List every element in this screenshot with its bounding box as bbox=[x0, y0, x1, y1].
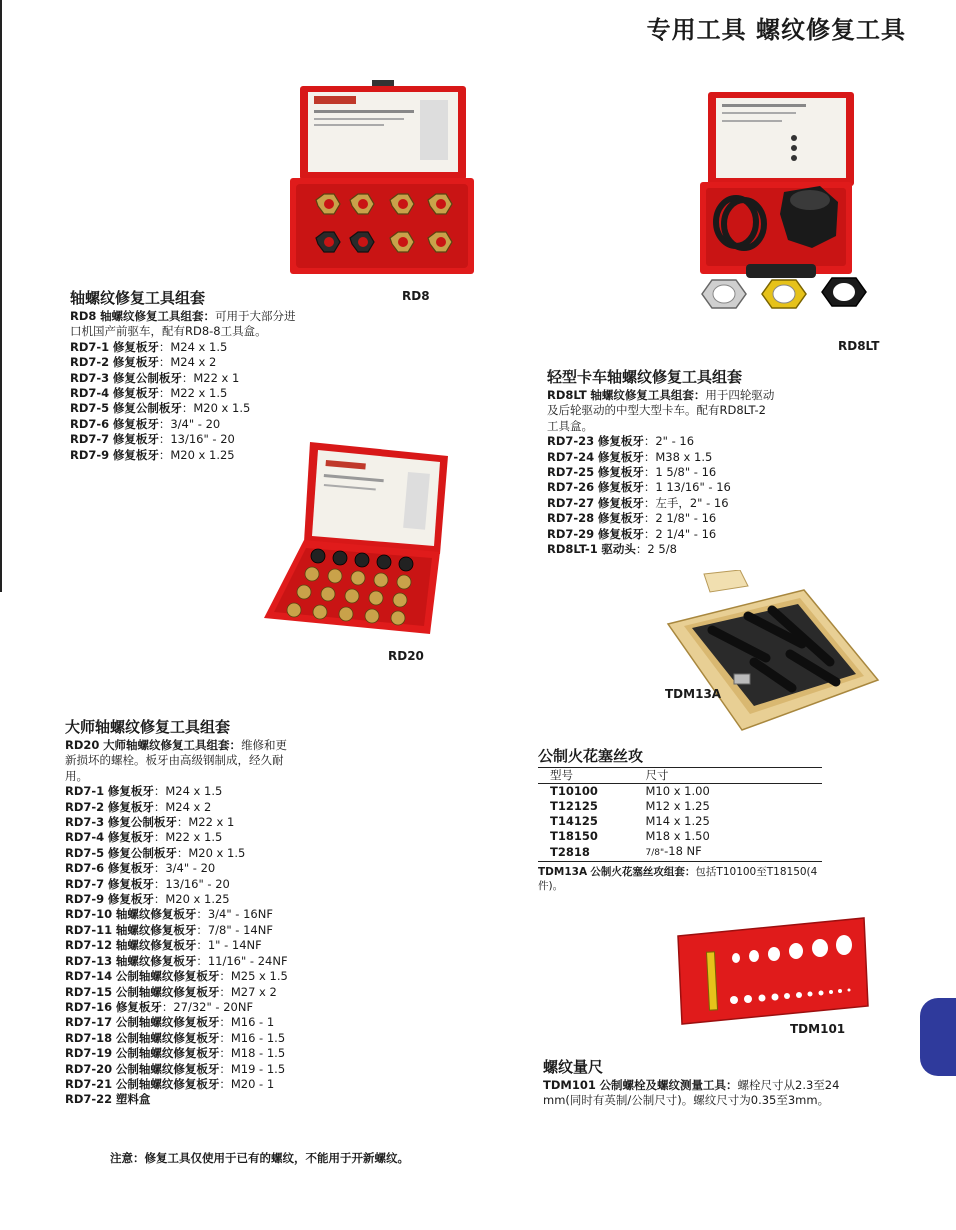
page-title: 专用工具 螺纹修复工具 bbox=[646, 16, 906, 44]
list-item: RD7-21 公制轴螺纹修复板牙：M20 - 1 bbox=[65, 1076, 275, 1091]
list-item: RD7-28 修复板牙：2 1/8" - 16 bbox=[547, 511, 717, 526]
list-item: RD7-16 修复板牙：27/32" - 20NF bbox=[65, 999, 254, 1014]
tdm101-intro-desc-1: 螺栓尺寸从2.3至24 bbox=[737, 1078, 840, 1092]
list-item: RD7-1 修复板牙：M24 x 1.5 bbox=[70, 339, 228, 354]
list-item: RD8LT-1 驱动头：2 5/8 bbox=[547, 542, 677, 557]
rd8-intro-name: 轴螺纹修复工具组套： bbox=[100, 309, 216, 323]
table-row: T2818 7/8"-18 NF bbox=[538, 844, 822, 862]
list-item: RD7-12 轴螺纹修复板牙：1" - 14NF bbox=[65, 938, 262, 953]
tdm101-image-label: TDM101 bbox=[790, 1022, 846, 1036]
table-header-size: 尺寸 bbox=[645, 768, 669, 782]
list-item: RD7-14 公制轴螺纹修复板牙：M25 x 1.5 bbox=[65, 969, 288, 984]
tdm101-intro-code: TDM101 bbox=[543, 1078, 596, 1092]
list-item: RD7-29 修复板牙：2 1/4" - 16 bbox=[547, 526, 717, 541]
list-item: RD7-7 修复板牙：13/16" - 20 bbox=[65, 876, 230, 891]
list-item: RD7-4 修复板牙：M22 x 1.5 bbox=[65, 830, 223, 845]
rd8lt-heading: 轻型卡车轴螺纹修复工具组套 bbox=[547, 368, 743, 386]
rd20-item-list bbox=[65, 784, 365, 1108]
rd8-intro-desc-2: 口机国产前驱车，配有RD8-8工具盒。 bbox=[70, 324, 267, 339]
rd8lt-intro-desc-3: 工具盒。 bbox=[547, 418, 593, 433]
tdm13a-box-image bbox=[664, 570, 880, 736]
list-item: RD7-4 修复板牙：M22 x 1.5 bbox=[70, 386, 228, 401]
rd20-intro-desc-3: 用。 bbox=[65, 768, 88, 783]
tdm13a-note-desc-1: 包括T10100至T18150(4 bbox=[695, 866, 818, 878]
list-item: RD7-15 公制轴螺纹修复板牙：M27 x 2 bbox=[65, 984, 277, 999]
tdm101-intro-name: 公制螺栓及螺纹测量工具： bbox=[599, 1078, 738, 1092]
list-item: RD7-3 修复公制板牙：M22 x 1 bbox=[70, 370, 240, 385]
list-item: RD7-26 修复板牙：1 13/16" - 16 bbox=[547, 480, 731, 495]
table-row: T10100 M10 x 1.00 bbox=[550, 784, 710, 798]
tdm101-gauge-image bbox=[674, 914, 870, 1026]
list-item: RD7-9 修复板牙：M20 x 1.25 bbox=[70, 447, 235, 462]
table-row: T18150 M18 x 1.50 bbox=[550, 829, 710, 843]
rd8-intro bbox=[70, 309, 360, 340]
rd8-heading: 轴螺纹修复工具组套 bbox=[70, 289, 206, 307]
list-item: RD7-9 修复板牙：M20 x 1.25 bbox=[65, 892, 230, 907]
rd20-intro-code: RD20 bbox=[65, 738, 100, 752]
rd20-intro-desc-2: 新损坏的螺栓。板牙由高级钢制成，经久耐 bbox=[65, 753, 284, 768]
rd20-intro-desc-1: 维修和更 bbox=[241, 738, 288, 752]
list-item: RD7-13 轴螺纹修复板牙：11/16" - 24NF bbox=[65, 953, 288, 968]
table-header-model: 型号 bbox=[550, 768, 573, 782]
rd20-case-image bbox=[262, 438, 450, 638]
list-item: RD7-7 修复板牙：13/16" - 20 bbox=[70, 432, 235, 447]
left-margin-rule bbox=[0, 0, 2, 592]
tdm101-intro bbox=[543, 1078, 873, 1109]
list-item: RD7-27 修复板牙：左手，2" - 16 bbox=[547, 495, 729, 510]
list-item: RD7-22 塑料盒 bbox=[65, 1092, 151, 1107]
rd8lt-intro-desc-2: 及后轮驱动的中型大型卡车。配有RD8LT-2 bbox=[547, 403, 766, 418]
section-page-tab bbox=[920, 998, 956, 1076]
list-item: RD7-10 轴螺纹修复板牙：3/4" - 16NF bbox=[65, 907, 273, 922]
list-item: RD7-20 公制轴螺纹修复板牙：M19 - 1.5 bbox=[65, 1061, 286, 1076]
rd8lt-section bbox=[547, 368, 847, 557]
list-item: RD7-17 公制轴螺纹修复板牙：M16 - 1 bbox=[65, 1015, 275, 1030]
list-item: RD7-6 修复板牙：3/4" - 20 bbox=[65, 861, 216, 876]
rd8-section bbox=[70, 289, 360, 463]
rd8lt-intro-code: RD8LT bbox=[547, 388, 587, 402]
list-item: RD7-3 修复公制板牙：M22 x 1 bbox=[65, 815, 235, 830]
tdm101-heading: 螺纹量尺 bbox=[543, 1058, 604, 1076]
tdm13a-note bbox=[538, 865, 828, 893]
tdm101-section bbox=[543, 1058, 873, 1109]
list-item: RD7-5 修复公制板牙：M20 x 1.5 bbox=[70, 401, 251, 416]
rd8lt-intro bbox=[547, 388, 847, 434]
list-item: RD7-2 修复板牙：M24 x 2 bbox=[65, 799, 212, 814]
list-item: RD7-11 轴螺纹修复板牙：7/8" - 14NF bbox=[65, 922, 273, 937]
list-item: RD7-6 修复板牙：3/4" - 20 bbox=[70, 416, 221, 431]
rd8-intro-desc-1: 可用于大部分进 bbox=[215, 309, 296, 323]
rd20-section bbox=[65, 718, 365, 1108]
rd8-case-image bbox=[290, 80, 474, 276]
rd8lt-image-label: RD8LT bbox=[838, 339, 880, 353]
tdm13a-note-name: 公制火花塞丝攻组套： bbox=[590, 866, 696, 878]
list-item: RD7-2 修复板牙：M24 x 2 bbox=[70, 355, 217, 370]
spark-plug-tap-table bbox=[538, 767, 822, 862]
rd8-intro-code: RD8 bbox=[70, 309, 97, 323]
footer-note: 注意：修复工具仅使用于已有的螺纹，不能用于开新螺纹。 bbox=[110, 1151, 409, 1165]
list-item: RD7-5 修复公制板牙：M20 x 1.5 bbox=[65, 845, 246, 860]
table-row: T12125 M12 x 1.25 bbox=[550, 799, 710, 813]
list-item: RD7-24 修复板牙：M38 x 1.5 bbox=[547, 449, 713, 464]
table-row: T14125 M14 x 1.25 bbox=[550, 814, 710, 828]
rd20-image-label: RD20 bbox=[388, 649, 424, 663]
tdm13a-image-label: TDM13A bbox=[665, 687, 722, 701]
tdm13a-note-code: TDM13A bbox=[538, 866, 588, 878]
list-item: RD7-19 公制轴螺纹修复板牙：M18 - 1.5 bbox=[65, 1046, 286, 1061]
tdm13a-heading: 公制火花塞丝攻 bbox=[538, 747, 644, 765]
rd8lt-intro-desc-1: 用于四轮驱动 bbox=[705, 388, 775, 402]
rd8lt-item-list bbox=[547, 434, 847, 557]
list-item: RD7-23 修复板牙：2" - 16 bbox=[547, 434, 695, 449]
rd20-heading: 大师轴螺纹修复工具组套 bbox=[65, 718, 231, 736]
rd20-intro bbox=[65, 738, 365, 784]
tdm13a-section bbox=[538, 747, 828, 893]
table-header-row bbox=[538, 768, 822, 784]
rd8lt-intro-name: 轴螺纹修复工具组套： bbox=[590, 388, 706, 402]
rd8lt-case-image bbox=[696, 82, 886, 330]
rd20-intro-name: 大师轴螺纹修复工具组套： bbox=[103, 738, 242, 752]
list-item: RD7-25 修复板牙：1 5/8" - 16 bbox=[547, 465, 717, 480]
list-item: RD7-1 修复板牙：M24 x 1.5 bbox=[65, 784, 223, 799]
tdm13a-note-desc-2: 件)。 bbox=[538, 880, 564, 892]
list-item: RD7-18 公制轴螺纹修复板牙：M16 - 1.5 bbox=[65, 1030, 286, 1045]
rd8-image-label: RD8 bbox=[402, 289, 430, 303]
tdm101-intro-desc-2: mm(同时有英制/公制尺寸)。螺纹尺寸为0.35至3mm。 bbox=[543, 1093, 830, 1108]
